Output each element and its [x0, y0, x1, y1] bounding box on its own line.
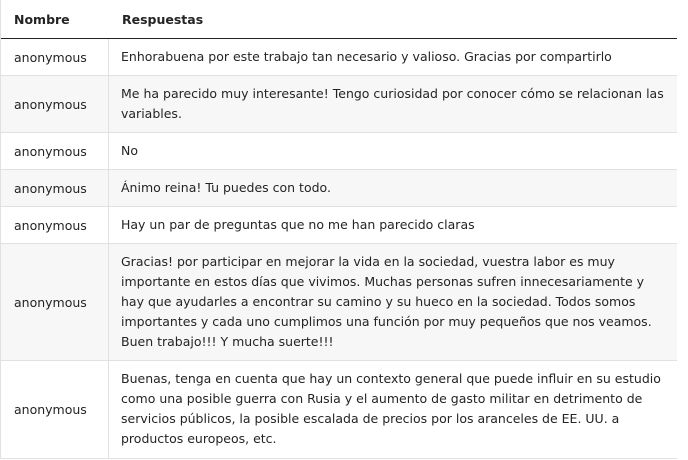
table-row[interactable]	[1, 244, 677, 361]
row-name-cell: anonymous	[1, 39, 109, 75]
table-body	[1, 39, 677, 459]
table-row[interactable]	[1, 76, 677, 133]
row-response-cell: Buenas, tenga en cuenta que hay un contexto general que puede influir en su estudio como una posible guerra con Rusia y el aumento de gasto militar en detrimento de servicios públicos, la posible escalada de precios por los aranceles de EE. UU. a productos europeos, etc.	[121, 371, 661, 446]
row-response-cell: No	[121, 143, 138, 158]
row-name-cell: anonymous	[1, 170, 109, 206]
row-response-cell: Ánimo reina! Tu puedes con todo.	[121, 180, 331, 195]
row-name-cell: anonymous	[1, 361, 109, 458]
row-name-cell: anonymous	[1, 133, 109, 169]
row-response-cell: Hay un par de preguntas que no me han parecido claras	[121, 217, 475, 232]
column-header-responses[interactable]: Respuestas	[122, 12, 204, 27]
table-row[interactable]	[1, 170, 677, 207]
table-row[interactable]	[1, 133, 677, 170]
row-response-cell: Gracias! por participar en mejorar la vida en la sociedad, vuestra labor es muy importante en estos días que vivimos. Muchas personas sufren innecesariamente y hay que ayudarles a encontrar su camino y su hueco en la sociedad. Todos somos importantes y cada uno cumplimos una función por muy pequeños que nos veamos. Buen trabajo!!! Y mucha suerte!!!	[121, 254, 652, 349]
table-header	[1, 0, 677, 39]
row-response-cell: Me ha parecido muy interesante! Tengo curiosidad por conocer cómo se relacionan las variables.	[121, 86, 664, 121]
row-name-cell: anonymous	[1, 207, 109, 243]
row-response-cell: Enhorabuena por este trabajo tan necesario y valioso. Gracias por compartirlo	[121, 49, 612, 64]
table-row[interactable]	[1, 39, 677, 76]
table-row[interactable]	[1, 361, 677, 459]
row-name-cell: anonymous	[1, 244, 109, 360]
row-name-cell: anonymous	[1, 76, 109, 132]
table-row[interactable]	[1, 207, 677, 244]
column-header-name[interactable]: Nombre	[14, 12, 70, 27]
